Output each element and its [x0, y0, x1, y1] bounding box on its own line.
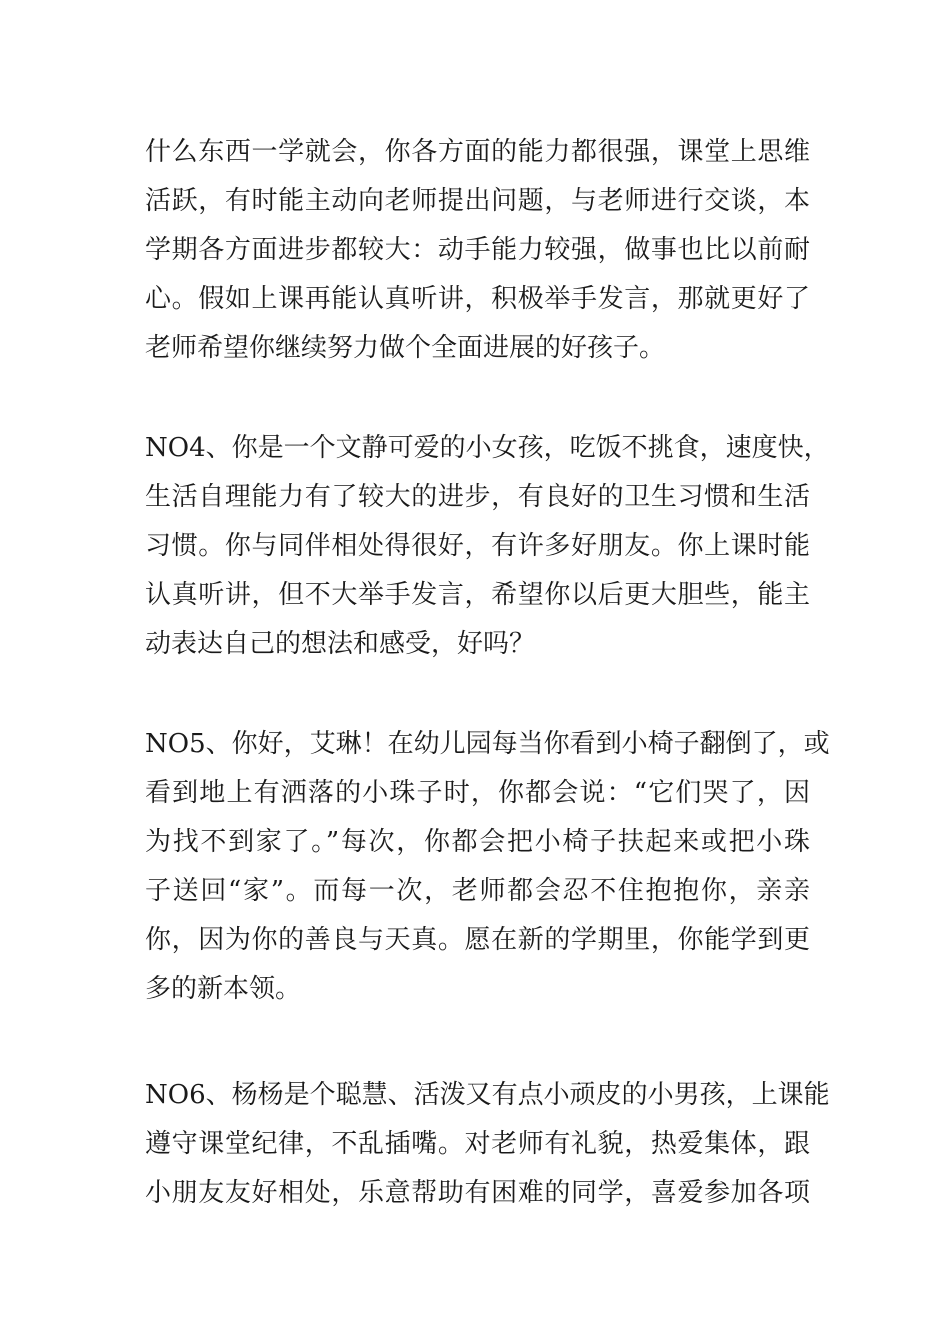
text-line: NO6、杨杨是个聪慧、活泼又有点小顽皮的小男孩，上课能	[145, 1080, 830, 1110]
text-line: 你，因为你的善良与天真。愿在新的学期里，你能学到更	[145, 925, 810, 955]
text-line: 多的新本领。	[145, 974, 302, 1004]
text-line: 习惯。你与同伴相处得很好，有许多好朋友。你上课时能	[145, 531, 810, 561]
text-line: 子送回“家”。而每一次，老师都会忍不住抱抱你，亲亲	[145, 876, 810, 906]
text-line: 什么东西一学就会，你各方面的能力都很强，课堂上思维	[145, 137, 810, 167]
text-line: 遵守课堂纪律，不乱插嘴。对老师有礼貌，热爱集体，跟	[145, 1129, 810, 1159]
text-line: 学期各方面进步都较大：动手能力较强，做事也比以前耐	[145, 235, 810, 265]
paragraph-evaluation-no4	[145, 424, 830, 669]
text-line: NO4、你是一个文静可爱的小女孩，吃饭不挑食，速度快，	[145, 433, 830, 463]
text-line: 活跃，有时能主动向老师提出问题，与老师进行交谈，本	[145, 186, 810, 216]
text-line: 老师希望你继续努力做个全面进展的好孩子。	[145, 333, 666, 363]
text-line: 为找不到家了。”每次，你都会把小椅子扶起来或把小珠	[145, 827, 810, 857]
paragraph-evaluation-1	[145, 128, 810, 373]
paragraph-evaluation-no5	[145, 720, 830, 1014]
text-line: 认真听讲，但不大举手发言，希望你以后更大胆些，能主	[145, 580, 810, 610]
text-line: 看到地上有洒落的小珠子时，你都会说：“它们哭了，因	[145, 778, 810, 808]
text-line: 小朋友友好相处，乐意帮助有困难的同学，喜爱参加各项	[145, 1178, 810, 1208]
text-line: NO5、你好，艾琳！在幼儿园每当你看到小椅子翻倒了，或	[145, 729, 830, 759]
text-line: 动表达自己的想法和感受，好吗？	[145, 629, 536, 659]
text-line: 心。假如上课再能认真听讲，积极举手发言，那就更好了	[145, 284, 810, 314]
text-line: 生活自理能力有了较大的进步，有良好的卫生习惯和生活	[145, 482, 810, 512]
paragraph-evaluation-no6	[145, 1071, 830, 1218]
